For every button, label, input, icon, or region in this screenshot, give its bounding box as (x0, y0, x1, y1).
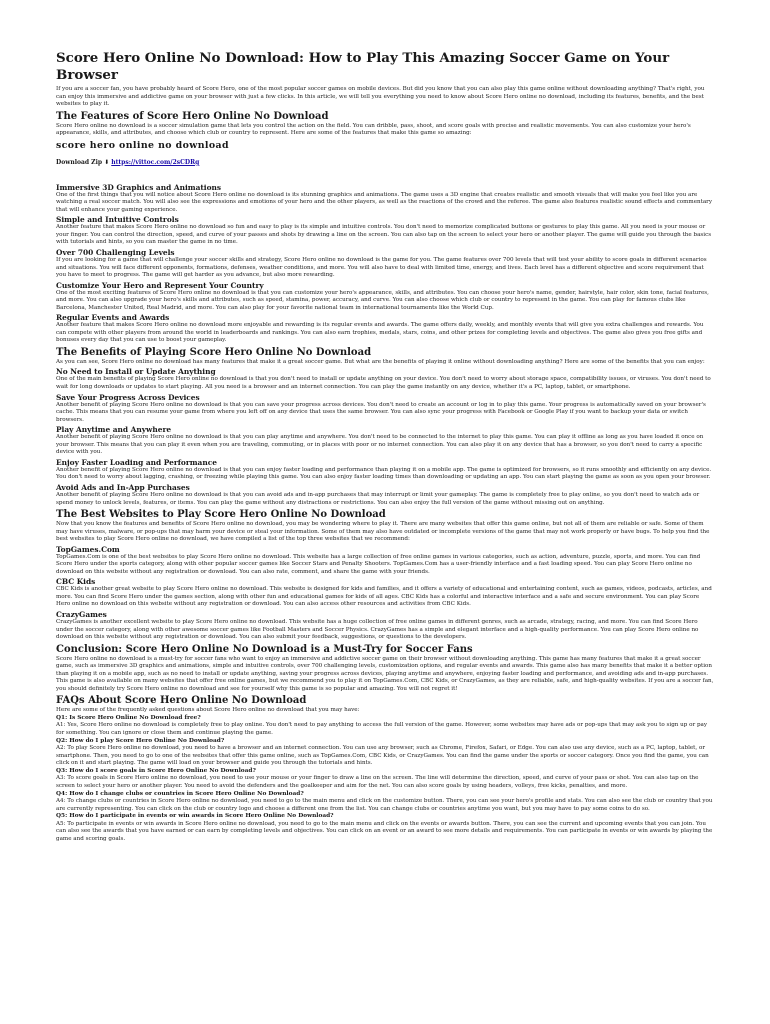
faqs-heading: FAQs About Score Hero Online No Download (56, 695, 307, 707)
benefit-text: One of the main benefits of playing Score Hero online no download is that you don't need to install or update anything on your device. You don't need to worry about storage space, compatibility issues, or viruses. You don't need to wait for long downloads or updates to start playing. All you need is a browser and an internet connection. You can play the game instantly on any device, whether it's a PC, laptop, tablet, or smartphone. (56, 376, 711, 391)
feature-text: Another feature that makes Score Hero online no download so fun and easy to play is its simple and intuitive controls. You don't need to memorize complicated buttons or gestures to play this game. All you need is your mouse or your finger. You can control the direction, speed, and curve of your passes and shots by drawing a line on the screen. You can also tap on the screen to select your hero or another player. The game will guide you through the basics with tutorials and hints, so you can master the game in no time. (56, 224, 712, 246)
faqs-intro: Here are some of the frequently asked questions about Score Hero online no download that you may have: (56, 707, 360, 714)
faq-question: Q1: Is Score Hero Online No Download free? (56, 714, 201, 721)
faq-answer: A1: Yes, Score Hero online no download is completely free to play online. You don't need to pay anything to access the full version of the game. However, some websites may have ads or pop-ups that may ask you to sign up or pay for something. You can ignore or close them and continue playing the game. (56, 722, 708, 737)
website-title: TopGames.Com (56, 544, 120, 554)
download-link[interactable]: https://vittoc.com/2sCDRg (111, 158, 200, 166)
benefit-text: Another benefit of playing Score Hero online no download is that you can avoid ads and in-app purchases that may interrupt or limit your gameplay. The game is completely free to play online, so you don't need to watch ads or spend money to unlock levels, features, or items. You can play the game without any distractions or restrictions. You can also enjoy the full version of the game without missing out on anything. (56, 491, 700, 506)
conclusion-heading: Conclusion: Score Hero Online No Download is a Must-Try for Soccer Fans (56, 643, 473, 655)
faq-answer: A2: To play Score Hero online no download, you need to have a browser and an internet connection. You can use any browser, such as Chrome, Firefox, Safari, or Edge. You can also use any device, such as a PC, laptop, tablet, or smartphone. Then, you need to go to one of the websites that offer this game online, such as TopGames.Com, CBC Kids, or CrazyGames. You can find the game under the sports or soccer category. Once you find the game, you can click on it and start playing. The game will load on your browser and guide you through the tutorials and hints. (56, 745, 709, 767)
keyword-subheading: score hero online no download (56, 139, 229, 151)
faq-question: Q5: How do I participate in events or win awards in Score Hero Online No Download? (56, 813, 334, 820)
benefit-title: No Need to Install or Update Anything (56, 367, 216, 377)
feature-text: If you are looking for a game that will challenge your soccer skills and strategy, Score Hero online no download is the game for you. The game features over 700 levels that will test your ability to score goals in different scenarios and situations. You will face different opponents, formations, defenses, weather conditions, and more. You will also have to deal with limited time, energy, and lives. Each level has a different objective and score requirement that you have to meet to progress. The game will get harder as you advance, but also more rewarding. (56, 257, 707, 279)
benefit-text: Another benefit of playing Score Hero online no download is that you can save your progress across devices. You don't need to create an account or log in to play this game. Your progress is automatically saved on your browser's cache. This means that you can resume your game from where you left off on any device that uses the same browser. You can also sync your progress with Facebook or Google Play if you want to backup your data or switch browsers. (56, 401, 706, 423)
website-text: CBC Kids is another great website to play Score Hero online no download. This website is designed for kids and families, and it offers a variety of educational and entertaining content, such as games, videos, podcasts, articles, and more. You can find Score Hero under the games section, along with other fun and educational games for kids of all ages. CBC Kids has a colorful and interactive interface and a safe and secure environment. You can play Score Hero online no download on this website without any registration or download. You can also access other resources and activities from CBC Kids. (56, 586, 712, 608)
feature-text: One of the most exciting features of Score Hero online no download is that you can customize your hero's appearance, skills, and attributes. You can choose your hero's name, gender, hairstyle, hair color, skin tone, facial features, and more. You can also upgrade your hero's skills and attributes, such as speed, stamina, power, accuracy, and curve. You can also choose which club or country to represent in the game. You can play for famous clubs like Barcelona, Manchester United, Real Madrid, and more. You can also play for your favorite national team in international tournaments like the World Cup. (56, 289, 709, 311)
feature-title: Simple and Intuitive Controls (56, 215, 179, 225)
benefit-text: Another benefit of playing Score Hero online no download is that you can play anytime and anywhere. You don't need to be connected to the internet to play this game. You can play it offline as long as you have loaded it once on your browser. This means that you can play it even when you are traveling, commuting, or in places with poor or no internet connection. You can also play it on any device that has a browser, so you don't need to carry a specific device with you. (56, 434, 704, 456)
features-heading: The Features of Score Hero Online No Download (56, 110, 329, 122)
feature-title: Over 700 Challenging Levels (56, 248, 175, 258)
feature-title: Regular Events and Awards (56, 313, 170, 323)
faq-question: Q3: How do I score goals in Score Hero Online No Download? (56, 767, 256, 774)
website-title: CrazyGames (56, 609, 107, 619)
website-text: CrazyGames is another excellent website to play Score Hero online no download. This website has a huge collection of free online games in different genres, such as arcade, strategy, racing, and more. You can find Score Hero under the soccer category, along with other awesome soccer games like Football Masters and Soccer Physics. CrazyGames has a simple and elegant interface and a high-quality performance. You can play Score Hero online no download on this website without any registration or download. You can also submit your feedback, suggestions, or questions to the developers. (56, 618, 699, 641)
article-title: Score Hero Online No Download: How to Play This Amazing Soccer Game on Your Browser (56, 50, 670, 83)
websites-intro: Now that you know the features and benefits of Score Hero online no download, you may be wondering where to play it. There are many websites that offer this game online, but not all of them are reliable or safe. Some of them may have viruses, malware, or pop-ups that may harm your device or steal your information. Some of them may also have outdated or incomplete versions of the game that may not work properly or have bugs. To help you find the best websites to play Score Hero online no download, we have compiled a list of the top three websites that we recommend: (56, 521, 710, 543)
faq-answer: A4: To change clubs or countries in Score Hero online no download, you need to go to the main menu and click on the customize button. There, you can see your hero's profile and stats. You can also see the club or country that you are currently representing. You can click on the club or country logo and choose a different one from the list. You can change clubs or countries anytime you want, but you may have to pay some coins to do so. (56, 798, 713, 812)
feature-title: Immersive 3D Graphics and Animations (56, 182, 222, 192)
benefit-title: Avoid Ads and In-App Purchases (56, 482, 190, 492)
faq-answer: A5: To participate in events or win awards in Score Hero online no download, you need to go to the main menu and click on the events or awards button. There, you can see the current and upcoming events that you can join. You can also see the awards that you have earned or can earn by completing levels and objectives. You can click on an event or an award to see more details and requirements. You can participate in events or win awards by playing the game and scoring goals. (56, 820, 713, 842)
faq-question: Q2: How do I play Score Hero Online No Download? (56, 737, 225, 744)
website-text: TopGames.Com is one of the best websites to play Score Hero online no download. This website has a large collection of free online games in various categories, such as action, adventure, puzzle, sports, and more. You can find Score Hero under the sports category, along with other popular soccer games like Soccer Stars and Penalty Shooters. TopGames.Com has a user-friendly interface and a fast loading speed. You can play Score Hero online no download on this website without any registration or download. You can also rate, comment, and share the game with your friends. (56, 553, 701, 575)
website-title: CBC Kids (56, 577, 96, 587)
benefit-title: Play Anytime and Anywhere (56, 425, 172, 435)
feature-title: Customize Your Hero and Represent Your Country (56, 280, 264, 290)
features-intro: Score Hero online no download is a soccer simulation game that lets you control the action on the field. You can dribble, pass, shoot, and score goals with precise and realistic movements. You can also customize your hero's appearance, skills, and attributes, and choose which club or country to represent. Here are some of the features that make this game so amazing: (56, 122, 691, 137)
benefits-intro: As you can see, Score Hero online no download has many features that make it a great soccer game. But what are the benefits of playing it online without downloading anything? Here are some of the benefits that you can enjoy: (56, 358, 705, 365)
faq-question: Q4: How do I change clubs or countries in Score Hero Online No Download? (56, 790, 304, 797)
websites-heading: The Best Websites to Play Score Hero Online No Download (56, 509, 386, 521)
faq-answer: A3: To score goals in Score Hero online no download, you need to use your mouse or your finger to draw a line on the screen. The line will determine the direction, speed, and curve of your pass or shot. You can also tap on the screen to select your hero or another player. You need to avoid the defenders and the goalkeeper and aim for the net. You can also score goals by using headers, volleys, free kicks, penalties, and more. (56, 775, 699, 789)
intro-paragraph: If you are a soccer fan, you have probably heard of Score Hero, one of the most popular soccer games on mobile devices. But did you know that you can also play this game online without downloading anything? That's right, you can enjoy this immersive and addictive game on your browser with just a few clicks. In this article, we will tell you everything you need to know about Score Hero online no download, including its features, benefits, and the best websites to play it. (56, 86, 705, 108)
download-label: Download Zip (56, 158, 103, 166)
benefit-text: Another benefit of playing Score Hero online no download is that you can enjoy faster loading and performance than playing it on a mobile app. The game is optimized for browsers, so it runs smoothly and efficiently on any device. You don't need to worry about lagging, crashing, or freezing while playing this game. You can also enjoy faster loading times than downloading or updating an app. You can start playing the game as soon as you open your browser. (56, 466, 712, 481)
download-line (56, 159, 714, 167)
benefit-title: Enjoy Faster Loading and Performance (56, 457, 217, 467)
download-arrow-icon: ⬇ (104, 158, 110, 166)
conclusion-text: Score Hero online no download is a must-try for soccer fans who want to enjoy an immersive and addictive soccer game on their browser without downloading anything. This game has many features that make it a great soccer game, such as immersive 3D graphics and animations, simple and intuitive controls, over 700 challenging levels, customization options, and regular events and awards. This game also has many benefits that make it a better option than playing it on a mobile app, such as no need to install or update anything, saving your progress across devices, playing anytime and anywhere, enjoying faster loading and performance, and avoiding ads and in-app purchases. This game is also available on many websites that offer free online games, but we recommend you to play it on TopGames.Com, CBC Kids, or CrazyGames, as they are reliable, safe, and high-quality websites. If you are a soccer fan, you should definitely try Score Hero online no download and see for yourself why this game is so popular and amazing. You will not regret it! (56, 655, 714, 692)
benefits-heading: The Benefits of Playing Score Hero Online No Download (56, 346, 372, 358)
feature-text: One of the first things that you will notice about Score Hero online no download is its stunning graphics and animations. The game uses a 3D engine that creates realistic and smooth visuals that will make you feel like you are watching a real soccer match. You will also see the expressions and emotions of your hero and the other players, as well as the reactions of the crowd and the referee. The game also features realistic sound effects and commentary that will enhance your gaming experience. (56, 191, 713, 213)
feature-text: Another feature that makes Score Hero online no download more enjoyable and rewarding is its regular events and awards. The game offers daily, weekly, and monthly events that will give you extra challenges and rewards. You can compete with other players from around the world in leaderboards and rankings. You can also earn trophies, medals, stars, coins, and other prizes for completing levels and objectives. The game also gives you free gifts and bonuses every day that you can use to boost your gameplay. (56, 322, 704, 344)
benefit-title: Save Your Progress Across Devices (56, 392, 200, 402)
